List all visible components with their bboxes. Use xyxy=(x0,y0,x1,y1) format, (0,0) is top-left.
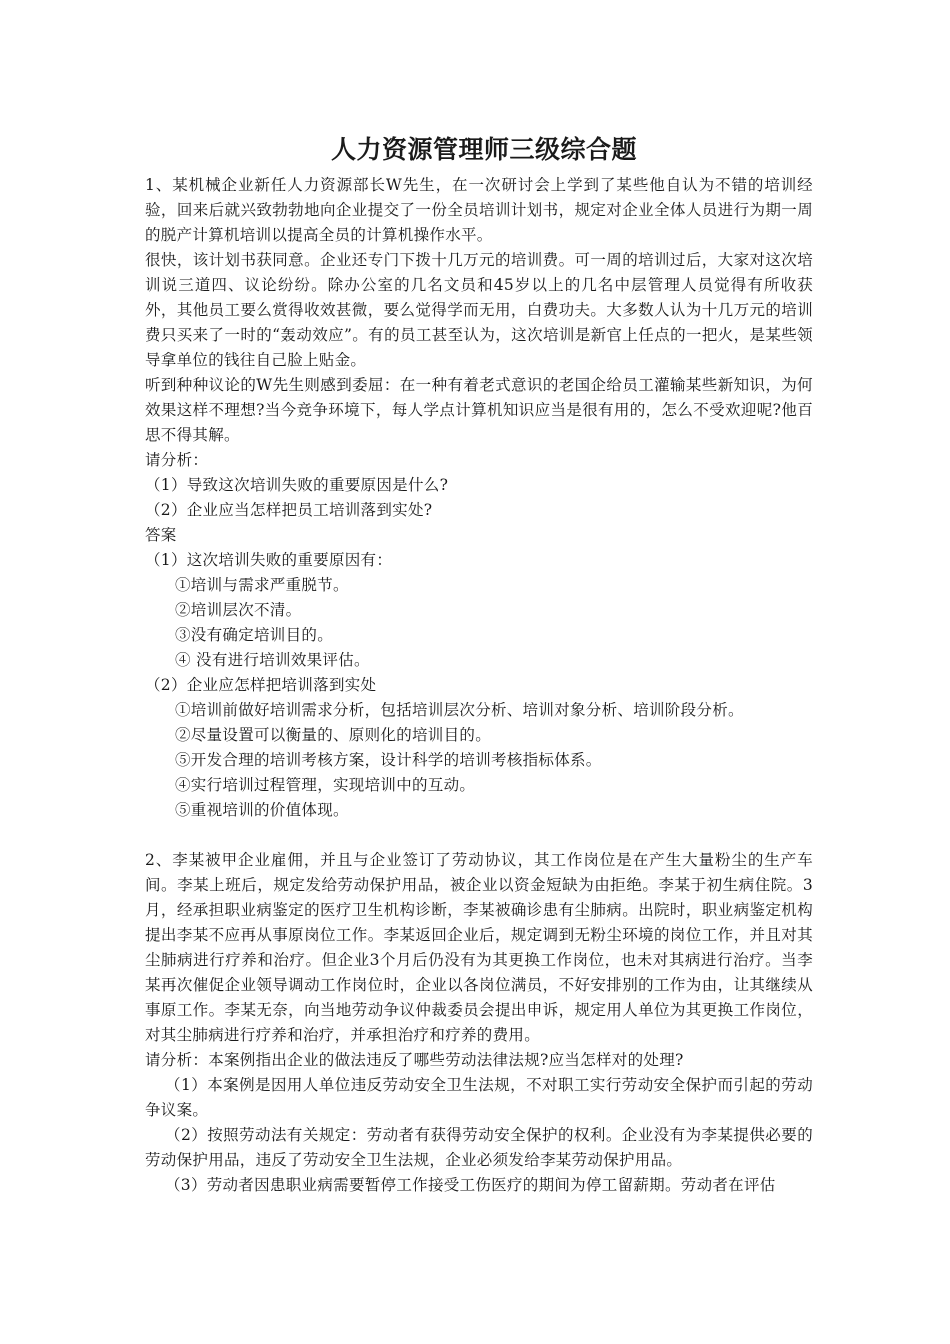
q1-answer-2-item: ①培训前做好培训需求分析，包括培训层次分析、培训对象分析、培训阶段分析。 xyxy=(175,701,744,719)
question-2 xyxy=(145,848,813,1198)
q2-answer-2: （2）按照劳动法有关规定：劳动者有获得劳动安全保护的权利。企业没有为李某提供必要的劳动保护用品，违反了劳动安全卫生法规，企业必须发给李某劳动保护用品。 xyxy=(145,1126,813,1169)
q1-paragraph-3: 听到种种议论的W先生则感到委屈：在一种有着老式意识的老国企给员工灌输某些新知识，为何效果这样不理想?当今竞争环境下，每人学点计算机知识应当是很有用的，怎么不受欢迎呢?他百思不得其解。 xyxy=(145,376,813,444)
q1-answer-2-item: ②尽量设置可以衡量的、原则化的培训目的。 xyxy=(175,726,492,744)
q2-answer-1: （1）本案例是因用人单位违反劳动安全卫生法规，不对职工实行劳动安全保护而引起的劳动争议案。 xyxy=(145,1076,813,1119)
q2-answer-3: （3）劳动者因患职业病需要暂停工作接受工伤医疗的期间为停工留薪期。劳动者在评估 xyxy=(165,1176,776,1194)
q1-answer-1-item: ④ 没有进行培训效果评估。 xyxy=(175,651,370,669)
q1-answer-1-item: ②培训层次不清。 xyxy=(175,601,302,619)
q2-ask: 请分析：本案例指出企业的做法违反了哪些劳动法律法规?应当怎样对的处理? xyxy=(145,1051,684,1069)
document-page xyxy=(145,130,813,1198)
q1-ask-2: （2）企业应当怎样把员工培训落到实处? xyxy=(145,501,433,519)
q1-answer-2-item: ⑤开发合理的培训考核方案，设计科学的培训考核指标体系。 xyxy=(175,751,602,769)
question-1 xyxy=(145,173,813,823)
q1-answer-1-item: ③没有确定培训目的。 xyxy=(175,626,334,644)
answer-label: 答案 xyxy=(145,526,177,544)
section-spacer xyxy=(145,823,813,848)
q1-paragraph-2: 很快，该计划书获同意。企业还专门下拨十几万元的培训费。可一周的培训过后，大家对这次培训说三道四、议论纷纷。除办公室的几名文员和45岁以上的几名中层管理人员觉得有所收获外，其他员工要么赏得收效甚微，要么觉得学而无用，白费功夫。大多数人认为十几万元的培训费只买来了一时的“轰动效应”。有的员工甚至认为，这次培训是新官上任点的一把火，是某些领导拿单位的钱往自己脸上贴金。 xyxy=(145,251,813,369)
q1-answer-2-item: ④实行培训过程管理，实现培训中的互动。 xyxy=(175,776,476,794)
q1-answer-1-heading: （1）这次培训失败的重要原因有： xyxy=(145,551,393,569)
q2-paragraph-1: 2、李某被甲企业雇佣，并且与企业签订了劳动协议，其工作岗位是在产生大量粉尘的生产车间。李某上班后，规定发给劳动保护用品，被企业以资金短缺为由拒绝。李某于初生病住院。3月，经承担职业病鉴定的医疗卫生机构诊断，李某被确诊患有尘肺病。出院时，职业病鉴定机构提出李某不应再从事原岗位工作。李某返回企业后，规定调到无粉尘环境的岗位工作，并且对其尘肺病进行疗养和治疗。但企业3个月后仍没有为其更换工作岗位，也未对其病进行治疗。当李某再次催促企业领导调动工作岗位时，企业以各岗位满员，不好安排别的工作为由，让其继续从事原工作。李某无奈，向当地劳动争议仲裁委员会提出申诉，规定用人单位为其更换工作岗位，对其尘肺病进行疗养和治疗，并承担治疗和疗养的费用。 xyxy=(145,851,813,1044)
q1-ask-label: 请分析： xyxy=(145,451,209,469)
q1-paragraph-1: 1、某机械企业新任人力资源部长W先生，在一次研讨会上学到了某些他自认为不错的培训经验，回来后就兴致勃勃地向企业提交了一份全员培训计划书，规定对企业全体人员进行为期一周的脱产计算机培训以提高全员的计算机操作水平。 xyxy=(145,176,813,244)
q1-answer-2-heading: （2）企业应怎样把培训落到实处 xyxy=(145,676,377,694)
q1-ask-1: （1）导致这次培训失败的重要原因是什么? xyxy=(145,476,449,494)
document-title: 人力资源管理师三级综合题 xyxy=(330,135,637,164)
q1-answer-1-item: ①培训与需求严重脱节。 xyxy=(175,576,349,594)
q1-answer-2-item: ⑤重视培训的价值体现。 xyxy=(175,801,349,819)
